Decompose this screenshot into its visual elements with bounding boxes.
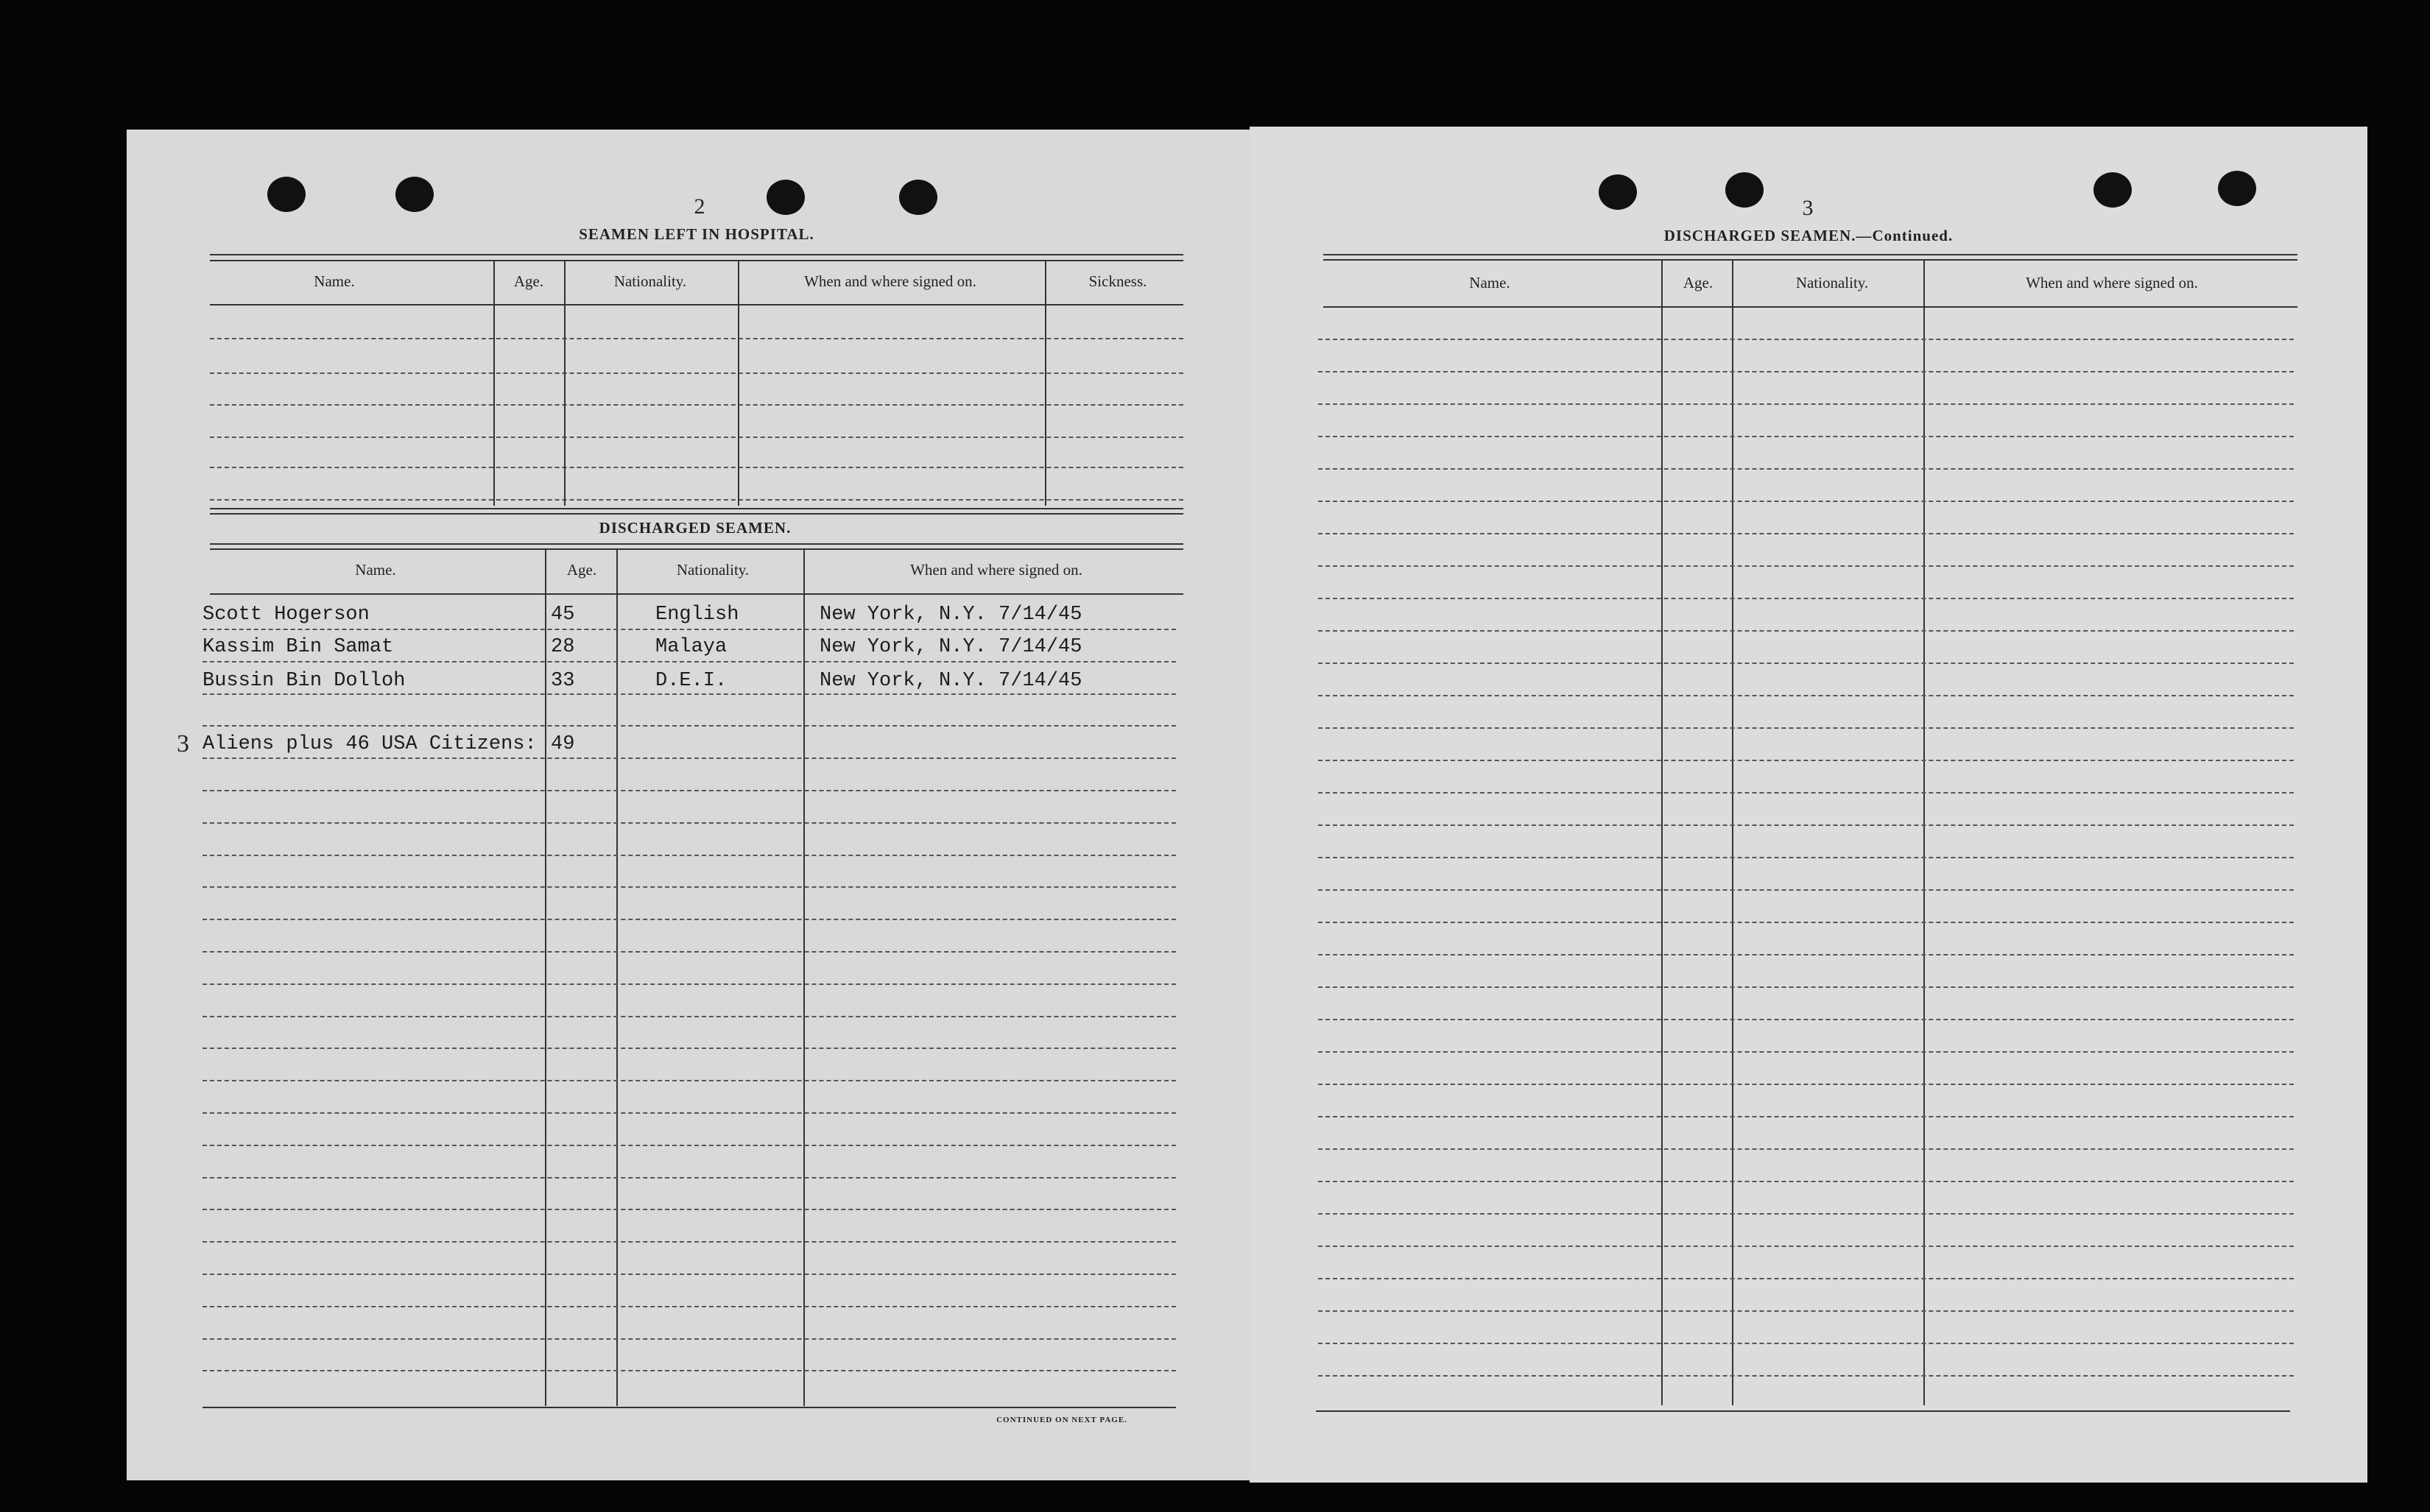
page-number-right: 3 [1802, 196, 1814, 220]
ruled-line [202, 1112, 1176, 1114]
row-1-name: Scott Hogerson [202, 604, 370, 626]
punch-hole [1599, 174, 1637, 210]
ruled-line [1318, 1343, 2294, 1344]
ruled-line [1318, 1084, 2294, 1085]
ruled-line [202, 1177, 1176, 1179]
ruled-line [1318, 663, 2294, 664]
row-2-nationality: Malaya [655, 636, 728, 658]
summary-count: 3 [177, 730, 189, 757]
ruled-line [1318, 986, 2294, 988]
ruled-line [202, 1370, 1176, 1371]
hospital-header-age: Age. [513, 272, 544, 290]
ruled-line [1318, 857, 2294, 858]
ruled-line [1318, 501, 2294, 502]
discharged-continued-title: DISCHARGED SEAMEN.—Continued. [1663, 227, 1954, 244]
ruled-line [202, 1145, 1176, 1146]
ruled-line [202, 886, 1176, 888]
hospital-section-title: SEAMEN LEFT IN HOSPITAL. [579, 225, 814, 243]
ruled-line [1318, 695, 2294, 696]
hospital-header-nationality: Nationality. [613, 272, 687, 290]
row-1-age: 45 [551, 604, 575, 626]
ruled-line [1318, 339, 2294, 340]
hospital-header-signed-on: When and where signed on. [804, 272, 976, 290]
row-2-name: Kassim Bin Samat [202, 636, 394, 658]
ruled-line [1318, 533, 2294, 534]
ruled-line [1318, 1051, 2294, 1053]
right-header-signed-on: When and where signed on. [2026, 274, 2198, 292]
punch-hole [2218, 171, 2256, 206]
discharged-header-nationality: Nationality. [676, 561, 750, 579]
ruled-line [202, 757, 1176, 759]
ruled-line [1318, 824, 2294, 826]
ruled-line [202, 983, 1176, 985]
punch-hole [267, 177, 306, 212]
ruled-line [1318, 922, 2294, 923]
hospital-header-name: Name. [314, 272, 355, 290]
hospital-header-sickness: Sickness. [1088, 272, 1147, 290]
ruled-line [202, 1306, 1176, 1307]
ruled-line [1318, 630, 2294, 632]
ruled-line [1318, 371, 2294, 372]
ruled-line [1318, 436, 2294, 437]
ruled-line [1318, 792, 2294, 794]
ruled-line [1318, 954, 2294, 955]
ruled-line [1318, 565, 2294, 567]
ruled-line [202, 1016, 1176, 1017]
row-3-age: 33 [551, 670, 575, 692]
ruled-line [202, 951, 1176, 953]
ruled-line [1318, 727, 2294, 729]
page-number-left: 2 [694, 194, 705, 219]
ruled-line [1318, 403, 2294, 405]
ruled-line [202, 1241, 1176, 1243]
ruled-line [1318, 1278, 2294, 1279]
ruled-line [1318, 1246, 2294, 1247]
ruled-line [202, 1209, 1176, 1210]
row-1-signed-on: New York, N.Y. 7/14/45 [820, 604, 1082, 626]
ruled-line [1318, 760, 2294, 761]
row-1-nationality: English [655, 604, 739, 626]
punch-hole [899, 180, 937, 215]
left-page [127, 130, 1250, 1480]
punch-hole [1725, 172, 1764, 208]
ruled-line [202, 790, 1176, 791]
right-header-name: Name. [1469, 274, 1510, 292]
ruled-line [202, 725, 1176, 727]
ruled-line [202, 919, 1176, 920]
ruled-line [202, 1273, 1176, 1275]
discharged-header-signed-on: When and where signed on. [910, 561, 1082, 579]
ruled-line [202, 693, 1176, 695]
ruled-line [1318, 598, 2294, 599]
punch-hole [767, 180, 805, 215]
ruled-line [202, 1048, 1176, 1049]
summary-text: Aliens plus 46 USA Citizens: [202, 733, 537, 755]
row-3-nationality: D.E.I. [655, 670, 728, 692]
punch-hole [2093, 172, 2132, 208]
discharged-header-age: Age. [566, 561, 597, 579]
ruled-line [202, 855, 1176, 856]
ruled-line [202, 661, 1176, 663]
row-2-signed-on: New York, N.Y. 7/14/45 [820, 636, 1082, 658]
ruled-line [202, 1080, 1176, 1081]
ruled-line [202, 629, 1176, 630]
ruled-line [1318, 468, 2294, 470]
ruled-line [1318, 1310, 2294, 1312]
ruled-line [1318, 1181, 2294, 1182]
ruled-line [202, 822, 1176, 824]
punch-hole [395, 177, 434, 212]
ruled-line [1318, 1375, 2294, 1377]
right-header-age: Age. [1683, 274, 1714, 292]
row-2-age: 28 [551, 636, 575, 658]
ruled-line [1318, 1148, 2294, 1150]
ruled-line [1318, 1019, 2294, 1020]
continued-footer: CONTINUED ON NEXT PAGE. [996, 1416, 1127, 1424]
right-header-nationality: Nationality. [1795, 274, 1869, 292]
discharged-section-title: DISCHARGED SEAMEN. [599, 519, 792, 537]
ruled-line [1318, 1116, 2294, 1117]
ruled-line [1318, 889, 2294, 891]
row-3-name: Bussin Bin Dolloh [202, 670, 406, 692]
discharged-header-name: Name. [355, 561, 396, 579]
summary-total: 49 [551, 733, 575, 755]
ruled-line [202, 1338, 1176, 1340]
row-3-signed-on: New York, N.Y. 7/14/45 [820, 670, 1082, 692]
ruled-line [1318, 1213, 2294, 1215]
